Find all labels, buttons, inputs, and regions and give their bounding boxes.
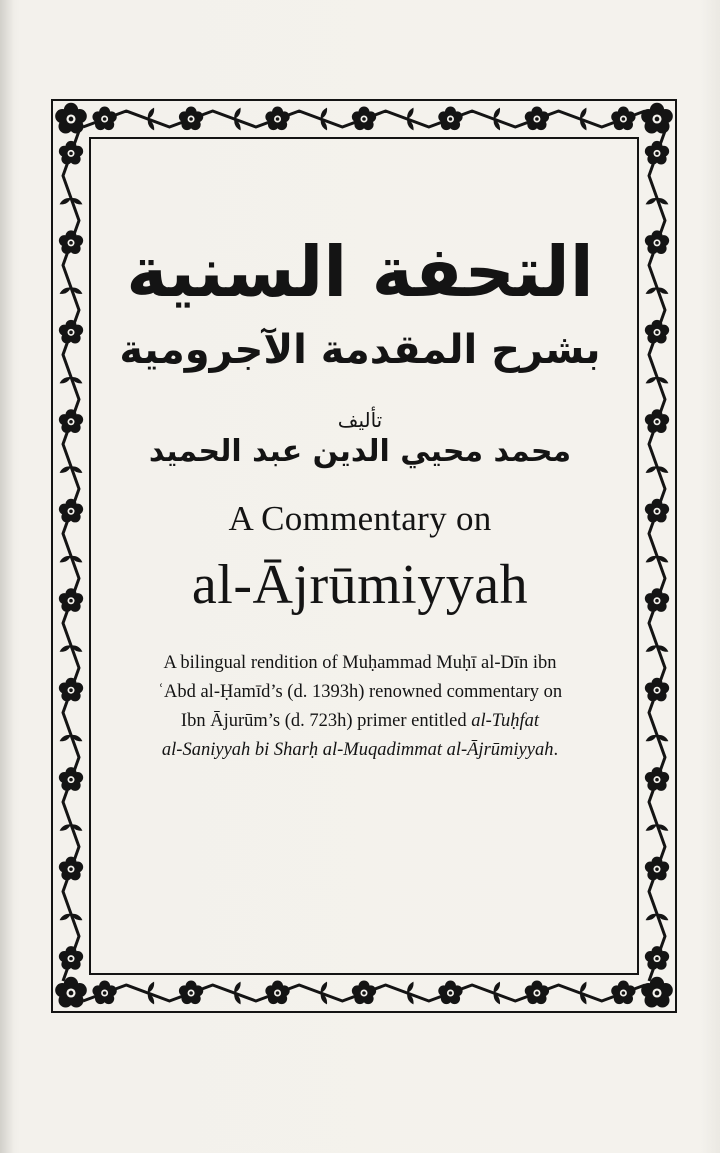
arabic-author: محمد محيي الدين عبد الحميد	[148, 434, 572, 469]
description-text: Ibn Ājurūm’s (d. 723h) primer entitled	[180, 711, 472, 731]
description-italic: al-Saniyyah bi Sharḥ al-Muqadimmat al-Ājrūmiyyah	[161, 740, 554, 760]
spine-shadow	[0, 0, 14, 1153]
description-line: A bilingual rendition of Muḥammad Muḥī al-Dīn ibn	[163, 653, 557, 673]
english-title-prefix: A Commentary on	[228, 499, 492, 538]
description-text: .	[553, 740, 559, 760]
arabic-title: التحفة السنية	[126, 231, 594, 313]
description	[95, 649, 625, 765]
description-line	[95, 707, 625, 736]
arabic-subtitle: بشرح المقدمة الآجرومية	[119, 327, 601, 373]
title-page-content	[95, 220, 625, 765]
description-line	[95, 736, 625, 765]
description-italic: al-Tuḥfat	[471, 711, 540, 731]
english-title: al-Ājrūmiyyah	[191, 554, 529, 616]
description-line: ʿAbd al-Ḥamīd’s (d. 1393h) renowned commentary on	[157, 682, 563, 702]
arabic-by-label: تأليف	[337, 408, 383, 432]
